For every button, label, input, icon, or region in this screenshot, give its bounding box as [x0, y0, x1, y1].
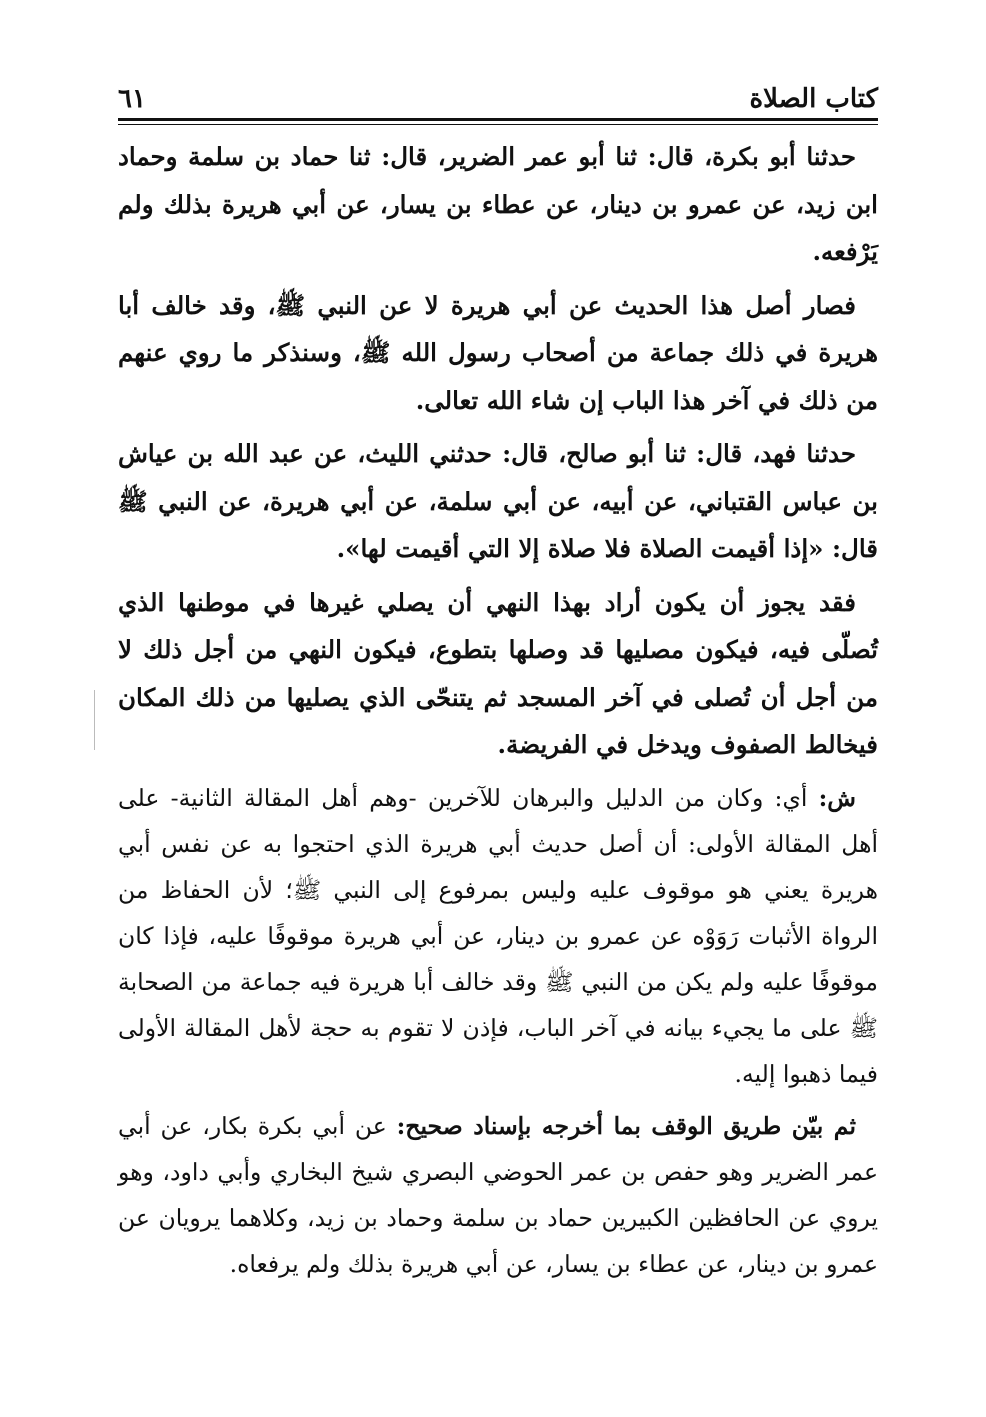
- scan-margin-mark: [94, 690, 95, 750]
- paragraph-text: فقد يجوز أن يكون أراد بهذا النهي أن يصلي غيرها في موطنها الذي تُصلّى فيه، فيكون مصليها قد وصلها بتطوع، فيكون النهي من أجل ذلك لا من أجل أن تُصلى في آخر المسجد ثم يتنحّى الذي يصليها من ذلك المكان فيخالط الصفوف ويدخل في الفريضة.: [118, 587, 878, 759]
- paragraph-sharh: [118, 775, 878, 1097]
- paragraph-hadith-iqama: [118, 430, 878, 573]
- page-header: [118, 78, 878, 116]
- page-number: ٦١: [118, 84, 146, 114]
- header-rule-thick: [118, 118, 878, 121]
- paragraph-text: فصار أصل هذا الحديث عن أبي هريرة لا عن النبي ﷺ، وقد خالف أبا هريرة في ذلك جماعة من أصحاب رسول الله ﷺ، وسنذكر ما روي عنهم من ذلك في آخر هذا الباب إن شاء الله تعالى.: [118, 290, 878, 415]
- header-rule-thin: [118, 124, 878, 125]
- paragraph-text: حدثنا أبو بكرة، قال: ثنا أبو عمر الضرير، قال: ثنا حماد بن سلمة وحماد ابن زيد، عن عمرو بن دينار، عن عطاء بن يسار، عن أبي هريرة بذلك ولم يَرْفعه.: [118, 142, 878, 266]
- paragraph-asl-hadith: [118, 282, 878, 425]
- paragraph-text: أي: وكان من الدليل والبرهان للآخرين -وهم أهل المقالة الثانية- على أهل المقالة الأولى: أن أصل حديث أبي هريرة الذي احتجوا به عن نفس أبي هريرة يعني هو موقوف عليه وليس بمرفوع إلى النبي ﷺ؛ لأن الحفاظ من الرواة الأثبات رَوَوْه عن عمرو بن دينار، عن أبي هريرة موقوفًا عليه، فإذا كان موقوفًا عليه ولم يكن من النبي ﷺ وقد خالف أبا هريرة فيه جماعة من الصحابة ﷺ على ما يجيء بيانه في آخر الباب، فإذن لا تقوم به حجة لأهل المقالة الأولى فيما ذهبوا إليه.: [118, 783, 878, 1088]
- book-page: [118, 78, 878, 1293]
- paragraph-text: حدثنا فهد، قال: ثنا أبو صالح، قال: حدثني الليث، عن عبد الله بن عياش بن عباس القتباني، عن أبيه، عن أبي سلمة، عن أبي هريرة، عن النبي ﷺ قال: «إذا أقيمت الصلاة فلا صلاة إلا التي أقيمت لها».: [118, 439, 879, 563]
- paragraph-lead: ش:: [818, 783, 856, 812]
- page-body: [118, 133, 878, 1287]
- running-title: كتاب الصلاة: [749, 84, 878, 114]
- paragraph-tariq-waqf: [118, 1103, 878, 1287]
- paragraph-lead: ثم بيّن طريق الوقف بما أخرجه بإسناد صحيح:: [396, 1111, 856, 1140]
- paragraph-tawil-nahy: [118, 579, 878, 769]
- paragraph-isnad-mawquf: [118, 133, 878, 276]
- paragraph-text: عن أبي بكرة بكار، عن أبي عمر الضرير وهو حفص بن عمر الحوضي البصري شيخ البخاري وأبي داود، وهو يروي عن الحافظين الكبيرين حماد بن سلمة وحماد بن زيد، وكلاهما يرويان عن عمرو بن دينار، عن عطاء بن يسار، عن أبي هريرة بذلك ولم يرفعاه.: [118, 1111, 878, 1278]
